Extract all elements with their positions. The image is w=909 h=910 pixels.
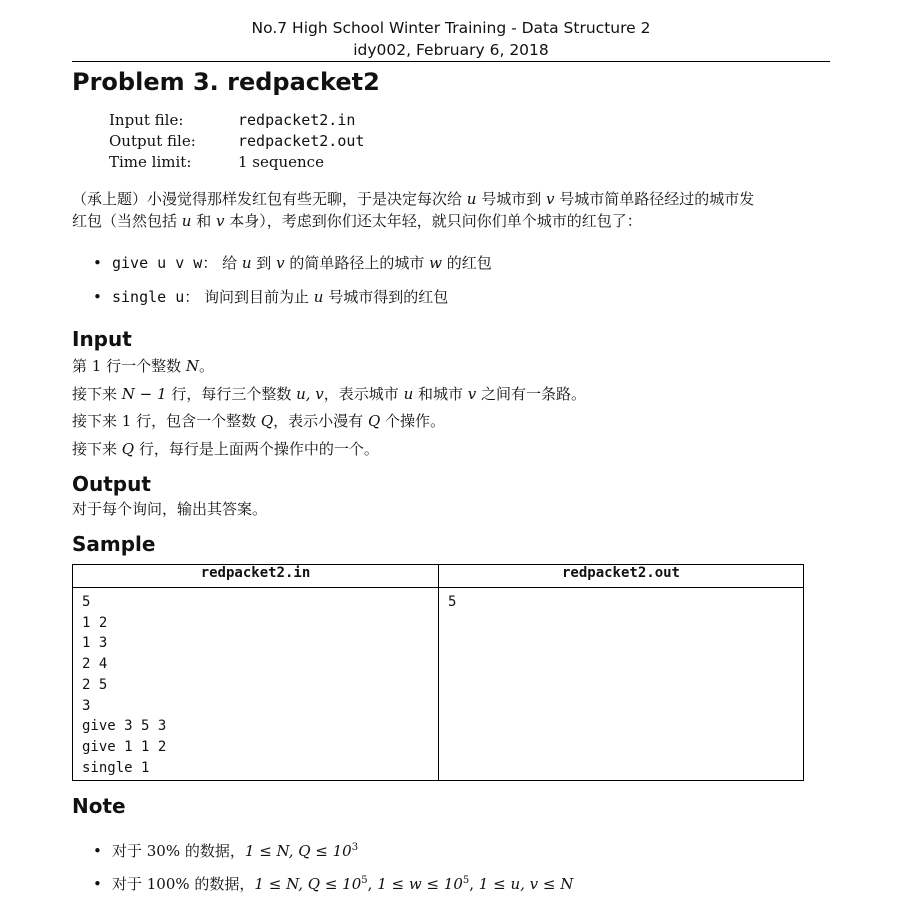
problem-title: Problem 3. redpacket2 xyxy=(72,68,380,96)
operation-code: single u xyxy=(112,288,185,306)
sample-output-header: redpacket2.out xyxy=(439,565,804,588)
bullet-icon: • xyxy=(93,842,102,860)
meta-value: redpacket2.out xyxy=(238,132,365,150)
input-heading: Input xyxy=(72,327,132,351)
sample-table xyxy=(72,564,804,781)
input-line-1: 第 1 行一个整数 N。 xyxy=(72,357,214,375)
operation-code: give u v w xyxy=(112,254,203,272)
note-heading: Note xyxy=(72,794,126,818)
operation-single: • single u： 询问到目前为止 u 号城市得到的红包 xyxy=(93,288,449,306)
bullet-icon: • xyxy=(93,254,102,272)
statement-line-1: （承上题）小漫觉得那样发红包有些无聊，于是决定每次给 u 号城市到 v 号城市简单路径经过的城市发 xyxy=(72,190,755,208)
header-author-date: idy002, February 6, 2018 xyxy=(353,41,549,59)
output-line-1: 对于每个询问，输出其答案。 xyxy=(72,500,268,518)
header-rule xyxy=(72,61,830,62)
sample-output-cell xyxy=(439,588,804,781)
input-line-3: 接下来 1 行，包含一个整数 Q，表示小漫有 Q 个操作。 xyxy=(72,412,446,430)
note-bullet-1: • 对于 30% 的数据，1 ≤ N, $Q \le 10^3$ xyxy=(93,842,359,860)
input-line-4: 接下来 Q 行，每行是上面两个操作中的一个。 xyxy=(72,440,379,458)
header-course-title: No.7 High School Winter Training - Data Structure 2 xyxy=(251,19,651,37)
statement-paragraph xyxy=(72,188,832,232)
meta-label: Output file: xyxy=(109,132,196,150)
sample-input-header: redpacket2.in xyxy=(73,565,439,588)
bullet-icon: • xyxy=(93,288,102,306)
operation-give: • give u v w： 给 u 到 v 的简单路径上的城市 w 的红包 xyxy=(93,254,492,272)
output-heading: Output xyxy=(72,472,151,496)
input-line-2: 接下来 N − 1 行，每行三个整数 u, v，表示城市 u 和城市 v 之间有一条路。 xyxy=(72,385,587,403)
sample-input-cell xyxy=(73,588,439,781)
statement-line-2: 红包（当然包括 u 和 v 本身），考虑到你们还太年轻，就只问你们单个城市的红包了： xyxy=(72,212,642,230)
sample-output-text: 5 xyxy=(448,594,457,610)
meta-value: 1 sequence xyxy=(238,153,324,171)
bullet-icon: • xyxy=(93,875,102,893)
sample-heading: Sample xyxy=(72,532,156,556)
meta-value: redpacket2.in xyxy=(238,111,356,129)
sample-input-text: 5 1 2 1 3 2 4 2 5 3 give 3 5 3 give 1 1 2 single 1 xyxy=(82,594,167,776)
meta-label: Time limit: xyxy=(109,153,192,171)
meta-label: Input file: xyxy=(109,111,184,129)
note-bullet-2: • 对于 100% 的数据，1 ≤ N, $Q \le 10^5$, $1 \le w \le 10^5$, 1 ≤ u, v ≤ N xyxy=(93,875,574,893)
